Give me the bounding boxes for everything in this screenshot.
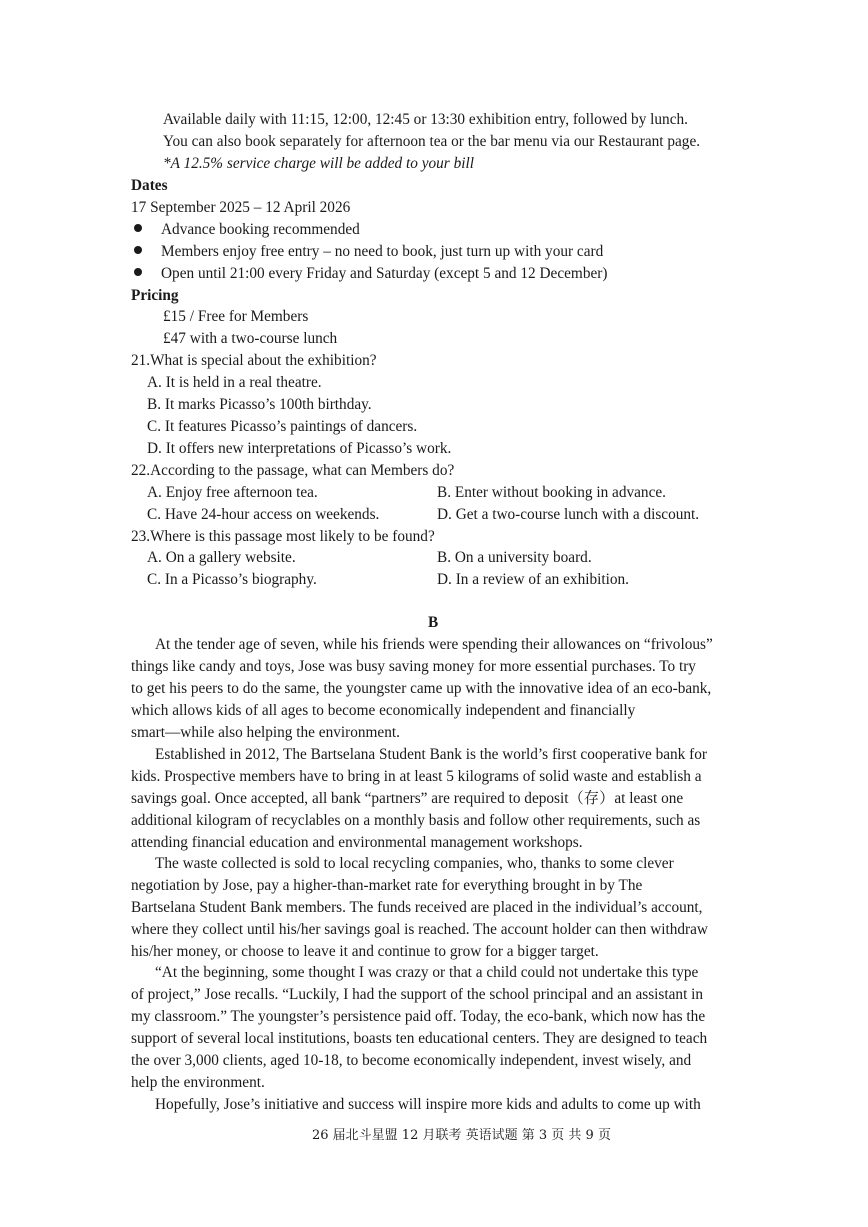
question-21-stem: 21.What is special about the exhibition? [131,352,377,369]
passage-line: his/her money, or choose to leave it and continue to grow for a bigger target. [131,943,599,960]
page-footer: 26 届北斗星盟 12 月联考 英语试题 第 3 页 共 9 页 [312,1128,611,1143]
passage-line: Hopefully, Jose’s initiative and success will inspire more kids and adults to come up with [155,1096,701,1113]
passage-line: Bartselana Student Bank members. The funds received are placed in the individual’s account, [131,899,703,916]
question-22-stem: 22.According to the passage, what can Members do? [131,462,455,479]
dates-bullet-1: Advance booking recommended [161,221,360,238]
passage-line: to get his peers to do the same, the youngster came up with the innovative idea of an eco-bank, [131,680,712,697]
bullet-icon [134,268,142,276]
price-standard: £15 / Free for Members [163,308,309,325]
passage-line: where they collect until his/her savings goal is reached. The account holder can then withdraw [131,921,708,938]
passage-line: attending financial education and environmental management workshops. [131,834,583,851]
info-line-2: You can also book separately for afternoon tea or the bar menu via our Restaurant page. [163,133,701,150]
passage-line: of project,” Jose recalls. “Luckily, I had the support of the school principal and an assistant in [131,986,704,1003]
question-23-option-c: C. In a Picasso’s biography. [147,571,317,588]
passage-line: help the environment. [131,1074,265,1091]
passage-line: which allows kids of all ages to become economically independent and financially [131,702,636,719]
passage-line: The waste collected is sold to local recycling companies, who, thanks to some clever [155,855,674,872]
price-with-lunch: £47 with a two-course lunch [163,330,338,347]
bullet-icon [134,224,142,232]
service-charge-note: *A 12.5% service charge will be added to your bill [163,155,474,172]
question-21-option-d: D. It offers new interpretations of Picasso’s work. [147,440,452,457]
question-21-option-c: C. It features Picasso’s paintings of dancers. [147,418,418,435]
passage-line: savings goal. Once accepted, all bank “partners” are required to deposit（存）at least one [131,790,684,807]
passage-line: At the tender age of seven, while his friends were spending their allowances on “frivolous” [155,636,713,653]
question-23-option-d: D. In a review of an exhibition. [437,571,630,588]
passage-line: Established in 2012, The Bartselana Student Bank is the world’s first cooperative bank for [155,746,707,763]
passage-line: things like candy and toys, Jose was busy saving money for more essential purchases. To try [131,658,696,675]
dates-bullet-2: Members enjoy free entry – no need to book, just turn up with your card [161,243,604,260]
pricing-heading: Pricing [131,287,179,304]
question-23-stem: 23.Where is this passage most likely to be found? [131,528,435,545]
passage-line: negotiation by Jose, pay a higher-than-market rate for everything brought in by The [131,877,643,894]
passage-line: support of several local institutions, boasts ten educational centers. They are designed to teach [131,1030,708,1047]
passage-line: “At the beginning, some thought I was crazy or that a child could not undertake this type [155,964,699,981]
info-line-1: Available daily with 11:15, 12:00, 12:45 or 13:30 exhibition entry, followed by lunch. [163,111,688,128]
passage-line: smart—while also helping the environment. [131,724,400,741]
question-22-option-d: D. Get a two-course lunch with a discount. [437,506,700,523]
dates-range: 17 September 2025 – 12 April 2026 [131,199,351,216]
bullet-icon [134,246,142,254]
dates-heading: Dates [131,177,168,194]
passage-line: kids. Prospective members have to bring in at least 5 kilograms of solid waste and establish a [131,768,702,785]
question-21-option-b: B. It marks Picasso’s 100th birthday. [147,396,372,413]
question-22-option-c: C. Have 24-hour access on weekends. [147,506,380,523]
dates-bullet-3: Open until 21:00 every Friday and Saturday (except 5 and 12 December) [161,265,608,282]
question-22-option-b: B. Enter without booking in advance. [437,484,666,501]
passage-line: the over 3,000 clients, aged 10-18, to become economically independent, invest wisely, and [131,1052,692,1069]
section-b-heading: B [428,614,439,631]
passage-line: my classroom.” The youngster’s persistence paid off. Today, the eco-bank, which now has the [131,1008,706,1025]
question-23-option-b: B. On a university board. [437,549,592,566]
question-23-option-a: A. On a gallery website. [147,549,296,566]
question-21-option-a: A. It is held in a real theatre. [147,374,322,391]
question-22-option-a: A. Enjoy free afternoon tea. [147,484,318,501]
passage-line: additional kilogram of recyclables on a monthly basis and follow other requirements, such as [131,812,701,829]
